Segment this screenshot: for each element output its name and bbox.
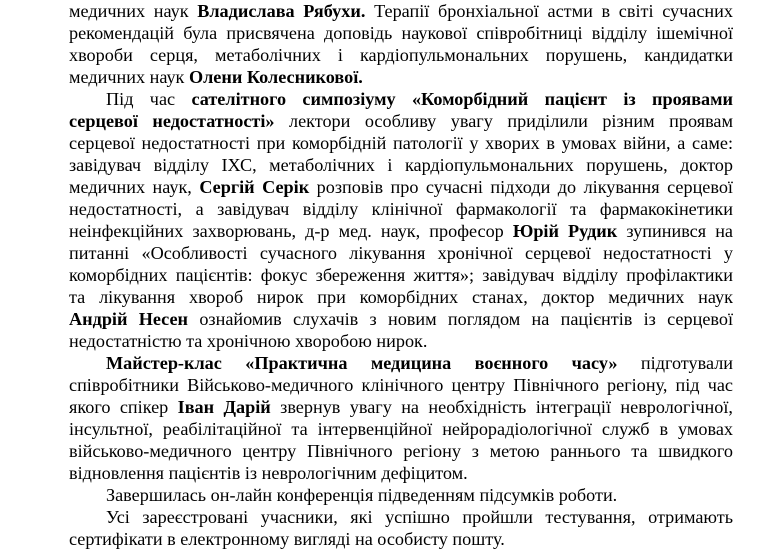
paragraph-1-line-3: завідувач відділу ІХС, метаболічних і кардіопульмональних порушень, доктор [69, 155, 733, 175]
paragraph-2-line-0: Майстер-клас «Практична медицина воєнного часу» підготували [106, 353, 733, 373]
paragraph-1-line-10: Андрій Несен ознайомив слухачів з новим поглядом на пацієнтів із серцевої [69, 309, 734, 329]
paragraph-2-line-2: якого спікер Іван Дарій звернув увагу на необхідність інтеграції неврологічної, [69, 397, 733, 417]
paragraph-0-line-2: хвороби серця, метаболічних і кардіопульмональних порушень, кандидатки [69, 45, 733, 65]
paragraph-0-line-1: рекомендацій була присвячена доповідь наукової співробітниці відділу ішемічної [69, 23, 733, 43]
paragraph-2-line-1: співробітники Військово-медичного клінічного центру Північного регіону, під час [69, 375, 733, 395]
paragraph-3-line-0: Завершилась он-лайн конференція підведенням підсумків роботи. [106, 485, 618, 505]
paragraph-1-line-7: питанні «Особливості сучасного лікування хронічної серцевої недостатності у [69, 243, 733, 263]
paragraph-1-line-9: та лікування хвороб нирок при коморбідних станах, доктор медичних наук [69, 287, 733, 307]
paragraph-2-line-5: відновлення пацієнтів із неврологічним дефіцитом. [69, 463, 468, 483]
paragraph-0-line-3: медичних наук Олени Колесникової. [69, 67, 363, 87]
paragraph-4-line-1: сертифікати в електронному вигляді на особисту пошту. [69, 529, 505, 549]
paragraph-2-line-3: інсультної, реабілітаційної та інтервенційної нейрорадіологічної служб в умовах [69, 419, 733, 439]
paragraph-1-line-4: медичних наук, Сергій Серік розповів про сучасні підходи до лікування серцевої [69, 177, 733, 197]
paragraph-1-line-1: серцевої недостатності» лектори особливу увагу приділили різним проявам [69, 111, 733, 131]
paragraph-1-line-2: серцевої недостатності при коморбідній патології у хворих в умовах війни, а саме: [69, 133, 733, 153]
paragraph-1-line-8: коморбідних пацієнтів: фокус збереження життя»; завідувач відділу профілактики [69, 265, 733, 285]
paragraph-1-line-5: недостатності, а завідувач відділу клінічної фармакології та фармакокінетики [69, 199, 733, 219]
paragraph-2-line-4: військово-медичного центру Північного регіону з метою раннього та швидкого [69, 441, 733, 461]
paragraph-0-line-0: медичних наук Владислава Рябухи. Терапії бронхіальної астми в світі сучасних [69, 1, 733, 21]
paragraph-4-line-0: Усі зареєстровані учасники, які успішно пройшли тестування, отримають [106, 507, 733, 527]
paragraph-1-line-6: неінфекційних захворювань, д-р мед. наук, професор Юрій Рудик зупинився на [69, 221, 734, 241]
paragraph-1-line-11: недостатністю та хронічною хворобою нирок. [69, 331, 428, 351]
paragraph-1-line-0: Під час сателітного симпозіуму «Коморбідний пацієнт із проявами [106, 89, 734, 109]
